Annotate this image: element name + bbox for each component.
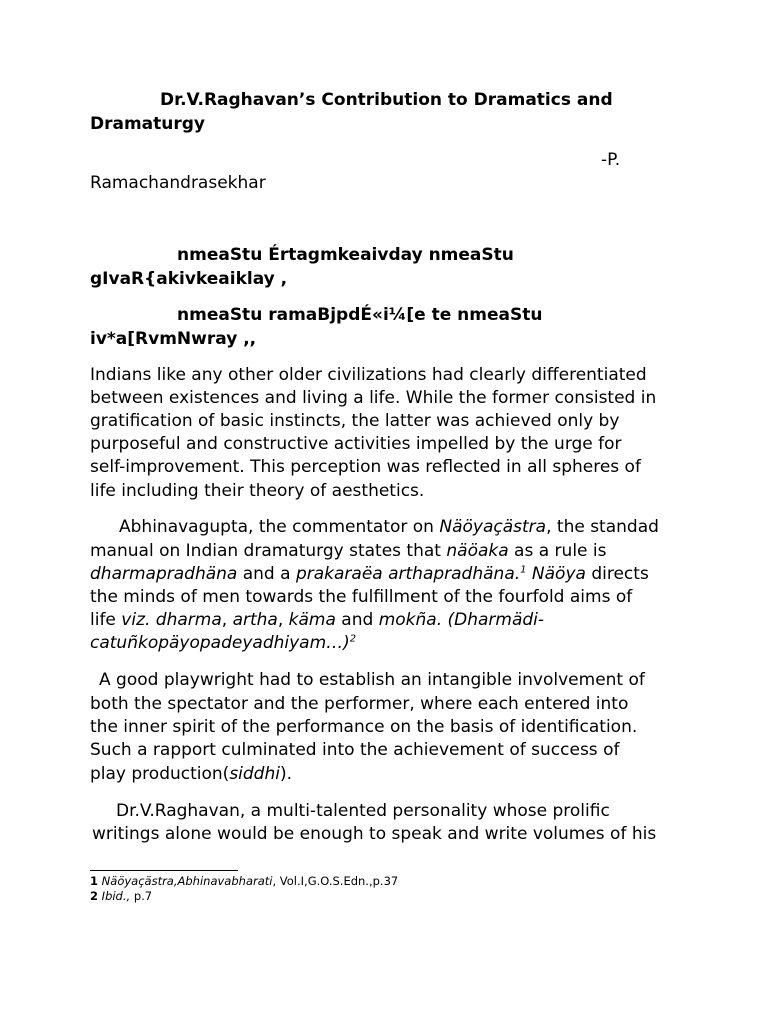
para3-line-2: both the spectator and the performer, where each entered into [90, 694, 629, 714]
para2-text: and a [237, 564, 296, 584]
footnote-ref-1: 1 [520, 564, 527, 576]
verse-line-3: nmeaStu ramaBjpdÉ«i¼[e te nmeaStu [177, 305, 543, 325]
para2-italic: viz. dharma [121, 610, 222, 630]
para2-text: manual on Indian dramaturgy states that [90, 541, 447, 561]
para2-italic: Näöyaçästra [439, 517, 547, 537]
para1-line-6: life including their theory of aesthetics. [90, 481, 425, 501]
para1-line-1: Indians like any other older civilizations had clearly differentiated [90, 365, 647, 385]
para3-line-4: Such a rapport culminated into the achievement of success of [90, 740, 620, 760]
para1-line-4: purposeful and constructive activities impelled by the urge for [90, 434, 622, 454]
verse-line-1: nmeaStu Értagmkeaivday nmeaStu [177, 245, 514, 265]
para2-italic: artha [232, 610, 278, 630]
title-line-1: Dr.V.Raghavan’s Contribution to Dramatics and [160, 90, 613, 110]
para3-line-3: the inner spirit of the performance on the basis of identification. [90, 717, 638, 737]
para3-text: ). [279, 764, 293, 784]
para2-line-6 [90, 633, 356, 653]
footnote-text: p.7 [130, 889, 153, 903]
footnote-text: , Vol.I,G.O.S.Edn.,p.37 [272, 874, 399, 888]
footnote-number: 2 [90, 889, 99, 903]
para1-line-3: gratification of basic instincts, the latter was achieved only by [90, 411, 620, 431]
footnote-italic: Ibid., [101, 889, 131, 903]
para2-italic: mokña. (Dharmädi- [378, 610, 545, 630]
para2-line-3 [90, 564, 649, 584]
title-line-2: Dramaturgy [90, 114, 206, 134]
para2-italic: dharmapradhäna [90, 564, 238, 584]
para3-italic: siddhi [229, 764, 280, 784]
para3-line-1: A good playwright had to establish an intangible involvement of [99, 670, 645, 690]
verse-line-2: gIvaR{akivkeaiklay , [90, 269, 288, 289]
para2-text: and [335, 610, 379, 630]
para4-line-1: Dr.V.Raghavan, a multi-talented personality whose prolific [116, 801, 610, 821]
para1-line-5: self-improvement. This perception was reflected in all spheres of [90, 457, 641, 477]
footnote-separator [90, 870, 238, 871]
author-name: Ramachandrasekhar [90, 173, 266, 193]
para2-text: Abhinavagupta, the commentator on [119, 517, 440, 537]
para2-italic: prakaraëa arthapradhäna. [295, 564, 521, 584]
para3-line-5 [90, 764, 292, 784]
para2-text: directs [585, 564, 649, 584]
para2-line-4: the minds of men towards the fulfillment of the fourfold aims of [90, 587, 633, 607]
verse-line-4: iv*a[RvmNwray ,, [90, 329, 257, 349]
para2-italic: catuñkopäyopadeyadhiyam…) [90, 633, 350, 653]
para3-text: play production( [90, 764, 230, 784]
para4-line-2: writings alone would be enough to speak and write volumes of his [92, 824, 657, 844]
footnote-number: 1 [90, 874, 99, 888]
para2-italic: näöaka [446, 541, 509, 561]
para2-text: life [90, 610, 122, 630]
para2-italic: Näöya [526, 564, 586, 584]
para2-line-5 [90, 610, 544, 630]
para2-line-1 [119, 517, 659, 537]
para2-text: , [221, 610, 233, 630]
para2-text: , [277, 610, 289, 630]
para1-line-2: between existences and living a life. While the former consisted in [90, 388, 657, 408]
footnote-2 [90, 889, 152, 903]
para2-text: as a rule is [508, 541, 607, 561]
para2-line-2 [90, 541, 607, 561]
footnote-italic: Näöyaçästra,Abhinavabharati [101, 874, 273, 888]
footnote-1 [90, 874, 398, 888]
author-prefix: -P. [601, 150, 621, 170]
para2-italic: käma [288, 610, 336, 630]
footnote-ref-2: 2 [349, 633, 357, 645]
para2-text: , the standad [546, 517, 659, 537]
